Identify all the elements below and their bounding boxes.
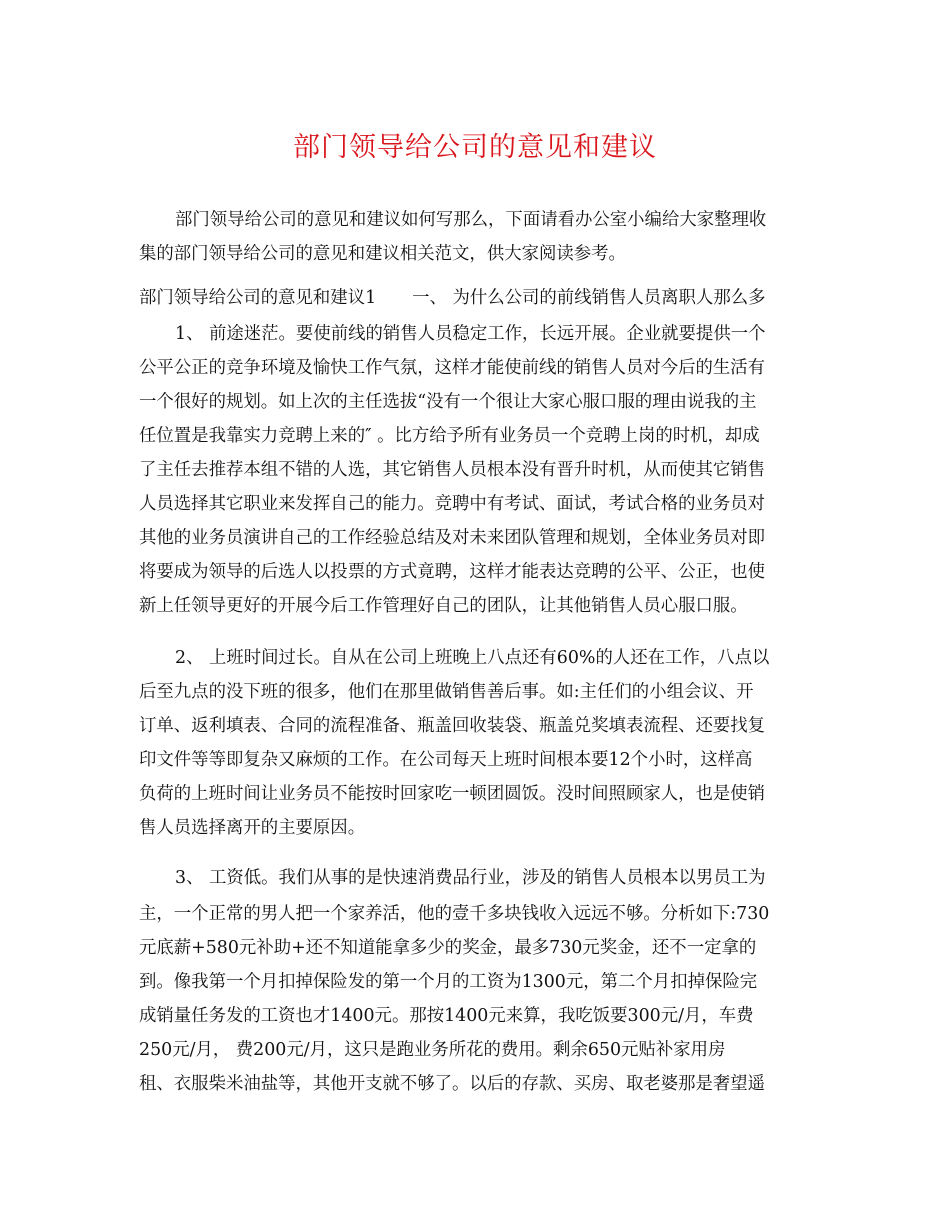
paragraph-line: 售人员选择离开的主要原因。 [139, 818, 366, 838]
paragraph-line: 将要成为领导的后选人以投票的方式竟聘，这样才能表达竞聘的公平、公正，也使 [139, 562, 766, 582]
paragraph-line: 主，一个正常的男人把一个家养活，他的壹千多块钱收入远远不够。分析如下:730 [139, 904, 770, 924]
paragraph-line: 3、 工资低。我们从事的是快速消费品行业，涉及的销售人员根本以男员工为 [175, 868, 766, 888]
section-heading: 部门领导给公司的意见和建议1 [139, 288, 377, 308]
paragraph-line: 其他的业务员演讲自己的工作经验总结及对未来团队管理和规划，全体业务员对即 [139, 528, 766, 548]
paragraph-line: 订单、返利填表、合同的流程准备、瓶盖回收装袋、瓶盖兑奖填表流程、还要找复 [139, 716, 766, 736]
paragraph-line: 部门领导给公司的意见和建议如何写那么，下面请看办公室小编给大家整理收 [175, 210, 767, 230]
paragraph-line [139, 281, 811, 315]
paragraph-line: 250元/月， 费200元/月，这只是跑业务所花的费用。剩余650元贴补家用房 [139, 1040, 726, 1060]
paragraph-line: 印文件等等即复杂又麻烦的工作。在公司每天上班时间根本要12个小时，这样高 [139, 750, 753, 770]
paragraph-line: 元底薪+580元补助+还不知道能拿多少的奖金，最多730元奖金，还不一定拿的 [139, 938, 757, 958]
paragraph-line: 公平公正的竞争环境及愉快工作气氛，这样才能使前线的销售人员对今后的生活有 [139, 358, 766, 378]
paragraph-line: 集的部门领导给公司的意见和建议相关范文，供大家阅读参考。 [139, 244, 626, 264]
paragraph-line: 任位置是我靠实力竞聘上来的″ 。比方给予所有业务员一个竞聘上岗的时机，却成 [139, 426, 760, 446]
paragraph-line: 一个很好的规划。如上次的主任选拔“没有一个很让大家心服口服的理由说我的主 [139, 392, 757, 412]
paragraph-line: 人员选择其它职业来发挥自己的能力。竞聘中有考试、面试，考试合格的业务员对 [139, 494, 766, 514]
paragraph-line: 新上任领导更好的开展今后工作管理好自己的团队，让其他销售人员心服口服。 [139, 596, 748, 616]
paragraph-line: 了主任去推荐本组不错的人选，其它销售人员根本没有晋升时机，从而使其它销售 [139, 460, 766, 480]
paragraph-line: 后至九点的没下班的很多，他们在那里做销售善后事。如:主任们的小组会议、开 [139, 682, 754, 702]
paragraph-line: 1、 前途迷茫。要使前线的销售人员稳定工作，长远开展。企业就要提供一个 [175, 324, 766, 344]
document-title: 部门领导给公司的意见和建议 [293, 132, 657, 163]
paragraph-line: 2、 上班时间过长。自从在公司上班晚上八点还有60%的人还在工作，八点以 [175, 648, 770, 668]
paragraph-line: 成销量任务发的工资也才1400元。那按1400元来算，我吃饭要300元/月，车费 [139, 1006, 754, 1026]
paragraph-line: 租、衣服柴米油盐等，其他开支就不够了。以后的存款、买房、取老婆那是奢望遥 [139, 1074, 766, 1094]
section-heading: 一、 为什么公司的前线销售人员离职人那么多 [412, 288, 766, 308]
paragraph-line: 到。像我第一个月扣掉保险发的第一个月的工资为1300元，第二个月扣掉保险完 [139, 972, 758, 992]
paragraph-line: 负荷的上班时间让业务员不能按时回家吃一顿团圆饭。没时间照顾家人，也是使销 [139, 784, 766, 804]
